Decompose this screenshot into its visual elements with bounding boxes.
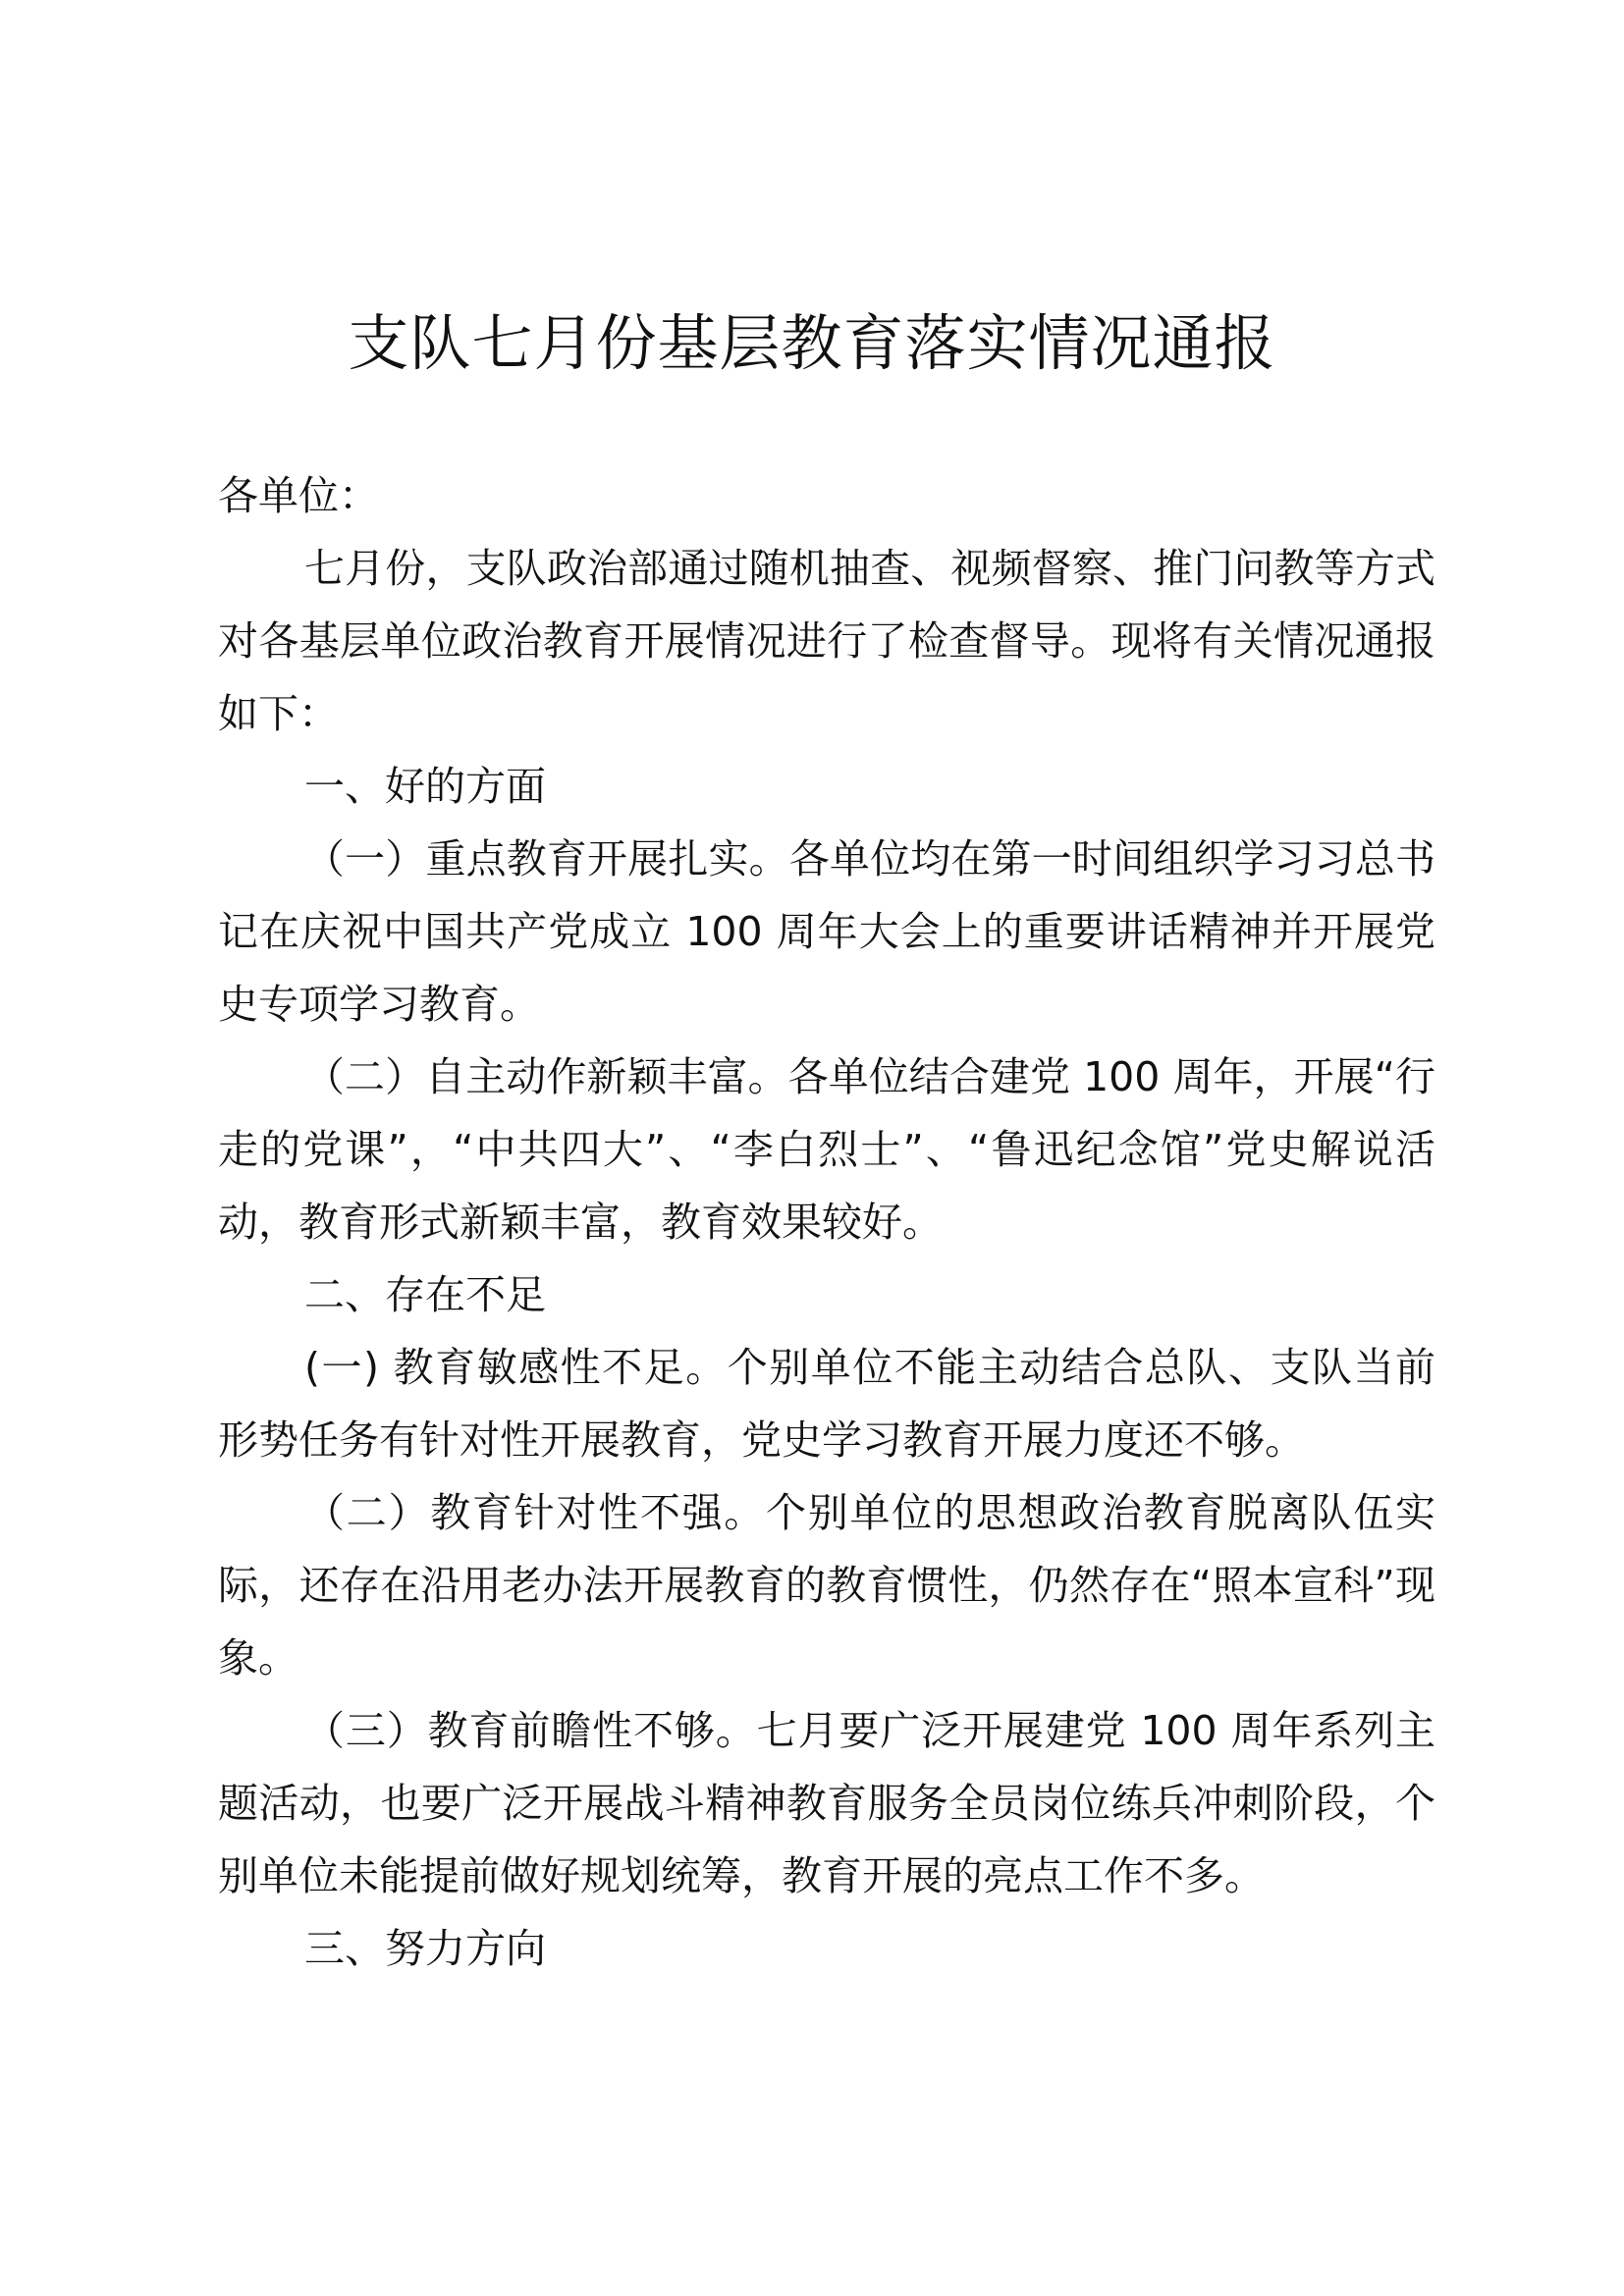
salutation: 各单位： [218,472,379,519]
shortcoming-item-3: （三）教育前瞻性不够。七月要广泛开展建党 100 周年系列主题活动，也要广泛开展战斗精神教育服务全员岗位练兵冲刺阶段，个别单位未能提前做好规划统筹，教育开展的亮点工作不多。 [218,1707,1435,1899]
document-body [218,459,1435,1985]
intro-paragraph: 七月份，支队政治部通过随机抽查、视频督察、推门问教等方式对各基层单位政治教育开展情况进行了检查督导。现将有关情况通报如下： [218,545,1435,737]
section-heading-direction: 三、努力方向 [304,1925,546,1972]
document-title: 支队七月份基层教育落实情况通报 [348,307,1276,379]
strength-item-1: （一）重点教育开展扎实。各单位均在第一时间组织学习习总书记在庆祝中国共产党成立 100 周年大会上的重要讲话精神并开展党史专项学习教育。 [218,835,1435,1028]
section-heading-strengths: 一、好的方面 [304,763,546,810]
strength-item-2: （二）自主动作新颖丰富。各单位结合建党 100 周年，开展“行走的党课”，“中共四大”、“李白烈士”、“鲁迅纪念馆”党史解说活动，教育形式新颖丰富，教育效果较好。 [218,1053,1435,1246]
shortcoming-item-2: （二）教育针对性不强。个别单位的思想政治教育脱离队伍实际，还存在沿用老办法开展教育的教育惯性，仍然存在“照本宣科”现象。 [218,1489,1435,1682]
section-heading-shortcomings: 二、存在不足 [304,1271,546,1318]
shortcoming-item-1: (一) 教育敏感性不足。个别单位不能主动结合总队、支队当前形势任务有针对性开展教育，党史学习教育开展力度还不够。 [218,1344,1435,1464]
